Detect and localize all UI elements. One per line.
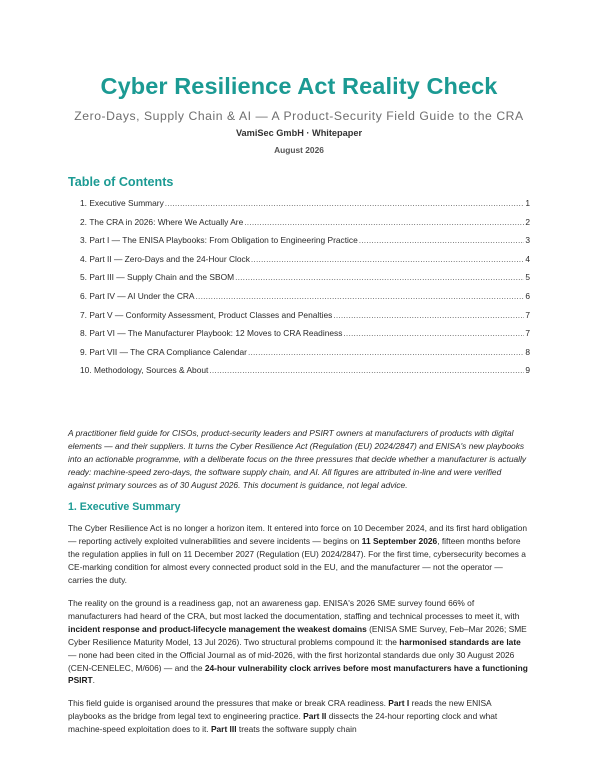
text-run: , fifteen months before the regulation applies in full on 11 December 2027 (Regulation (EU) 2024/2847). For the first time, cybersecurity becomes a CE-marking condition for almost every connected product sold in the EU, and the manufacturer — not the operator — carries the duty. <box>68 536 526 586</box>
text-run: (ENISA SME Survey, Feb–Mar 2026; SME Cyber Resilience Maturity Model, 13 Jul 2026). Two structural problems compound it: the <box>68 623 527 647</box>
document-subtitle: Zero-Days, Supply Chain & AI — A Product-Security Field Guide to the CRA <box>74 109 524 123</box>
toc-entry-number: 5. <box>80 272 90 283</box>
paragraph <box>68 597 530 687</box>
toc-entry-number: 10. <box>80 365 94 376</box>
toc-leader-dots <box>343 324 524 343</box>
text-run: dissects the 24-hour reporting clock and what machine-speed exploitation does to it. <box>68 711 498 735</box>
text-run: . <box>92 675 95 686</box>
bold-text: Part III <box>210 724 237 735</box>
toc-entry-page: 5 <box>525 272 530 283</box>
toc-entry-number: 3. <box>80 235 90 246</box>
toc-entry-title: Methodology, Sources & About <box>93 365 209 376</box>
toc-entry-page: 7 <box>525 328 530 339</box>
toc-entry-page: 6 <box>525 290 530 301</box>
toc-entry[interactable] <box>80 306 530 325</box>
toc-entry-page: 8 <box>525 346 530 357</box>
toc-entry-page: 7 <box>525 309 530 320</box>
toc-entry-number: 4. <box>80 253 90 264</box>
document-title: Cyber Resilience Act Reality Check <box>100 73 498 99</box>
table-of-contents <box>68 194 530 380</box>
toc-entry[interactable] <box>80 231 530 250</box>
toc-entry-number: 6. <box>80 290 90 301</box>
paragraph <box>68 522 530 587</box>
section-heading-executive-summary: 1. Executive Summary <box>68 501 181 514</box>
toc-entry-number: 7. <box>80 309 90 320</box>
toc-leader-dots <box>359 231 525 250</box>
text-run: The Cyber Resilience Act is no longer a horizon item. It entered into force on 10 December 2024, and its first hard obligation — reporting actively exploited vulnerabilities and severe incidents — begins on <box>68 523 528 547</box>
toc-heading: Table of Contents <box>68 175 174 189</box>
toc-entry[interactable] <box>80 250 530 269</box>
bold-text: harmonised standards are late <box>399 636 521 647</box>
document-date: August 2026 <box>274 145 324 155</box>
toc-leader-dots <box>251 250 524 269</box>
toc-entry-page: 2 <box>525 216 530 227</box>
toc-entry[interactable] <box>80 213 530 232</box>
toc-entry-title: Part IV — AI Under the CRA <box>89 290 195 301</box>
bold-text: 11 September 2026 <box>361 536 438 547</box>
toc-entry[interactable] <box>80 194 530 213</box>
text-run: This field guide is organised around the pressures that make or break CRA readiness. <box>68 698 389 709</box>
toc-entry-page: 3 <box>525 235 530 246</box>
bold-text: incident response and product-lifecycle management the weakest domains <box>68 623 367 634</box>
document-org: VamiSec GmbH · Whitepaper <box>235 128 363 138</box>
toc-leader-dots <box>209 361 524 380</box>
toc-entry-number: 2. <box>80 216 90 227</box>
toc-entry-title: Part VI — The Manufacturer Playbook: 12 Moves to CRA Readiness <box>89 328 343 339</box>
bold-text: Part II <box>303 711 327 722</box>
toc-leader-dots <box>235 268 524 287</box>
toc-entry-page: 9 <box>525 365 530 376</box>
toc-entry-number: 9. <box>80 346 90 357</box>
toc-entry-title: Part II — Zero-Days and the 24-Hour Clock <box>89 253 250 264</box>
toc-entry[interactable] <box>80 268 530 287</box>
text-run: treats the software supply chain <box>236 724 357 735</box>
toc-leader-dots <box>248 343 524 362</box>
abstract: A practitioner field guide for CISOs, product-security leaders and PSIRT owners at manufacturers of products with digital elements — and their suppliers. It turns the Cyber Resilience Act (Regulation (EU) 2024/2847) and ENISA's new playbooks into an actionable programme, with a deliberate focus on the three pressures that decide whether a manufacturer is actually ready: machine-speed zero-days, the software supply chain, and AI. All figures are attributed in-line and were verified against primary sources as of 30 August 2026. This document is guidance, not legal advice. <box>68 427 527 490</box>
text-run: — none had been cited in the Official Journal as of mid-2026, with the first horizontal standards due only 30 August 2026 (CEN-CENELEC, M/606) — and the <box>68 649 515 673</box>
bold-text: Part I <box>388 698 410 709</box>
text-run: The reality on the ground is a readiness gap, not an awareness gap. ENISA's 2026 SME survey found 66% of manufacturers had heard of the CRA, but most lacked the documentation, staffing and technical processes to meet it, with <box>68 598 520 621</box>
toc-entry-page: 4 <box>525 253 530 264</box>
toc-entry-title: Executive Summary <box>89 198 164 208</box>
toc-entry-number: 8. <box>80 328 90 339</box>
paragraph <box>68 697 530 736</box>
toc-entry-title: Part I — The ENISA Playbooks: From Obligation to Engineering Practice <box>89 235 358 246</box>
toc-entry-title: Part VII — The CRA Compliance Calendar <box>89 346 247 357</box>
toc-leader-dots <box>165 194 525 213</box>
toc-entry[interactable] <box>80 287 530 306</box>
toc-entry-number: 1. <box>80 198 90 208</box>
toc-entry-title: The CRA in 2026: Where We Actually Are <box>89 216 244 227</box>
text-run: reads the new ENISA playbooks as the bridge from legal text to engineering practice. <box>68 698 492 722</box>
toc-entry-title: Part V — Conformity Assessment, Product Classes and Penalties <box>89 309 333 320</box>
toc-entry-title: Part III — Supply Chain and the SBOM <box>89 272 235 283</box>
toc-leader-dots <box>333 306 524 325</box>
toc-entry[interactable] <box>80 343 530 362</box>
toc-entry[interactable] <box>80 361 530 380</box>
bold-text: 24-hour vulnerability clock arrives before most manufacturers have a functioning PSIRT <box>68 662 528 686</box>
toc-leader-dots <box>244 213 524 232</box>
toc-leader-dots <box>196 287 525 306</box>
toc-entry-page: 1 <box>525 198 530 208</box>
toc-entry[interactable] <box>80 324 530 343</box>
